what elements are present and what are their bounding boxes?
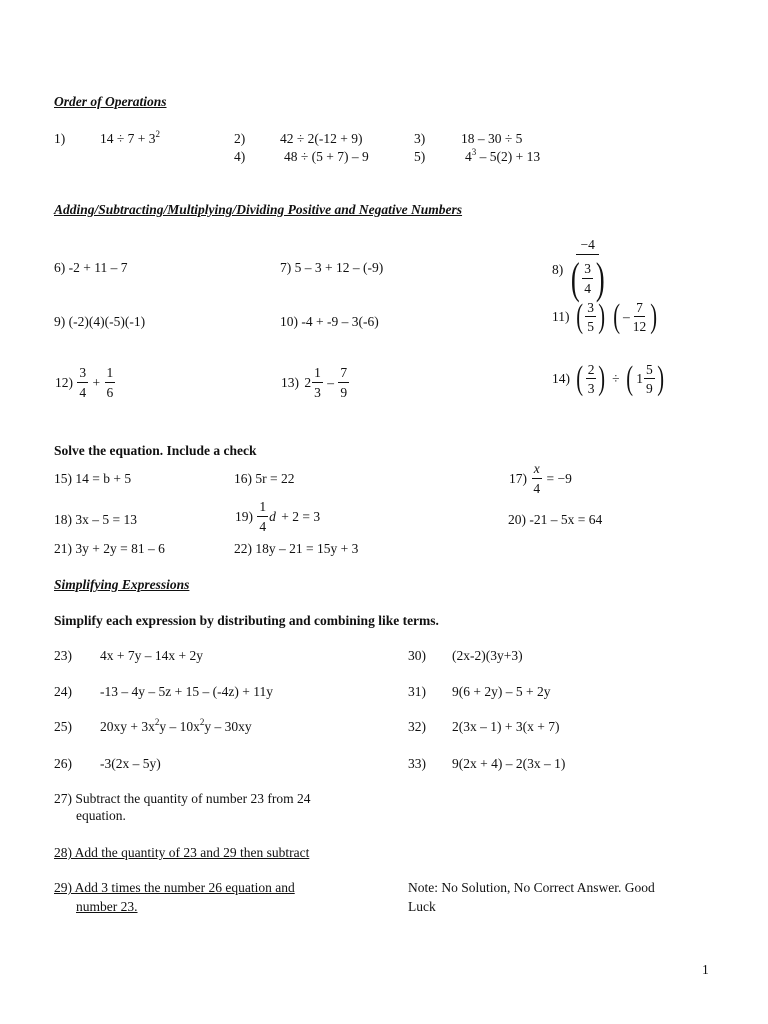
problem-12-label: 12)	[55, 374, 73, 390]
problem-17-label: 17)	[509, 470, 527, 486]
problem-1-expression: $14 \div 7 + 3^2$	[100, 129, 161, 146]
right-paren: )	[595, 253, 605, 303]
problem-28: 28) Add the quantity of 23 and 29 then subtract	[54, 845, 310, 860]
problem-32-number: 32)	[408, 719, 426, 734]
problem-13-label: 13)	[281, 374, 299, 390]
problem-31-expression: 9(6 + 2y) – 5 + 2y	[452, 684, 551, 699]
problem-22: 22) 18y – 21 = 15y + 3	[234, 541, 359, 556]
problem-19: 19) $\frac{1}{4}$ d + 2 = 3	[235, 499, 321, 534]
problem-33-expression: 9(2x + 4) – 2(3x – 1)	[452, 756, 566, 771]
left-paren: (	[570, 253, 580, 303]
problem-31-number: 31)	[408, 684, 426, 699]
problem-32-expression: 2(3x – 1) + 3(x + 7)	[452, 719, 560, 734]
simplify-instruction: Simplify each expression by distributing and combining like terms.	[54, 613, 439, 628]
problem-23-expression: 4x + 7y – 14x + 2y	[100, 648, 203, 663]
problem-14-fraction-a: $\frac{2}{3}$	[587, 361, 595, 396]
problem-14-fraction-b: $\frac{5}{9}$	[646, 361, 653, 396]
problem-20: 20) -21 – 5x = 64	[508, 512, 603, 527]
problem-23-number: 23)	[54, 648, 72, 663]
problem-13: 13) 2 $\frac{1}{3}$ – $\frac{7}{9}$	[281, 365, 348, 400]
problem-11: 11) ( $\frac{3}{5}$ ) ( – $\frac{7}{12}$ )	[552, 298, 658, 335]
problem-21: 21) 3y + 2y = 81 – 6	[54, 541, 165, 556]
problem-3-expression: 18 – 30 ÷ 5	[461, 131, 523, 146]
problem-7: 7) 5 – 3 + 12 – (-9)	[280, 260, 384, 275]
problem-4-expression: 48 ÷ (5 + 7) – 9	[284, 149, 369, 164]
problem-12-fraction-a: $\frac{3}{4}$	[79, 365, 87, 400]
simplifying-expressions-heading: Simplifying Expressions	[54, 577, 190, 592]
problem-19-fraction: $\frac{1}{4}$	[259, 499, 267, 534]
problem-30-expression: (2x-2)(3y+3)	[452, 648, 523, 663]
problem-30-number: 30)	[408, 648, 426, 663]
problem-24-number: 24)	[54, 684, 72, 699]
problem-2-number: 2)	[234, 131, 246, 146]
problem-29-line-1: 29) Add 3 times the number 26 equation and	[54, 880, 295, 895]
problem-3-number: 3)	[414, 131, 426, 146]
problem-24-expression: -13 – 4y – 5z + 15 – (-4z) + 11y	[100, 684, 273, 699]
note-line-1: Note: No Solution, No Correct Answer. Good	[408, 880, 655, 895]
problem-2-expression: 42 ÷ 2(-12 + 9)	[280, 131, 363, 146]
signed-numbers-heading: Adding/Subtracting/Multiplying/Dividing Positive and Negative Numbers	[54, 202, 463, 217]
note-line-2: Luck	[408, 899, 436, 914]
problem-4-number: 4)	[234, 149, 246, 164]
problem-9: 9) (-2)(4)(-5)(-1)	[54, 314, 146, 329]
problem-27-line-1: 27) Subtract the quantity of number 23 from 24	[54, 791, 311, 806]
problem-26-number: 26)	[54, 756, 72, 771]
solve-equation-heading: Solve the equation. Include a check	[54, 443, 257, 458]
page-number: 1	[702, 962, 709, 977]
problem-8-label: 8)	[552, 261, 564, 277]
problem-8-complex-fraction: −4 ( $\frac{3}{4}$ )	[570, 237, 605, 303]
problem-1-number: 1)	[54, 131, 66, 146]
problem-11-fraction-a: $\frac{3}{5}$	[587, 299, 594, 334]
problem-11-fraction-b: $\frac{7}{12}$	[632, 299, 647, 334]
problem-5-expression: $4^3 - 5(2) + 13$	[465, 147, 541, 164]
problem-8	[551, 238, 608, 301]
order-of-operations-heading: Order of Operations	[54, 94, 167, 109]
problem-14-label: 14)	[552, 371, 570, 387]
problem-29-line-2: number 23.	[76, 899, 138, 914]
problem-25-expression: $20xy + 3x^2y - 10x^2y - 30xy$	[100, 717, 252, 734]
problem-26-expression: -3(2x – 5y)	[100, 756, 161, 771]
problem-5-number: 5)	[414, 149, 426, 164]
problem-6: 6) -2 + 11 – 7	[54, 260, 128, 275]
problem-19-label: 19)	[235, 508, 253, 524]
problem-12: 12) $\frac{3}{4}$ + $\frac{1}{6}$	[55, 365, 114, 400]
problem-12-fraction-b: $\frac{1}{6}$	[106, 365, 114, 400]
problem-18: 18) 3x – 5 = 13	[54, 512, 137, 527]
problem-15: 15) 14 = b + 5	[54, 471, 132, 486]
problem-17: 17) $\frac{x}{4}$ = −9	[509, 461, 572, 496]
problem-17-fraction: $\frac{x}{4}$	[533, 461, 541, 496]
problem-13-fraction-a: $\frac{1}{3}$	[314, 365, 321, 400]
problem-16: 16) 5r = 22	[234, 471, 295, 486]
problem-27-line-2: equation.	[76, 808, 126, 823]
problem-33-number: 33)	[408, 756, 426, 771]
problem-11-label: 11)	[552, 309, 570, 325]
problem-8-inner-fraction: $\frac{3}{4}$	[584, 261, 592, 296]
problem-25-number: 25)	[54, 719, 72, 734]
problem-14: 14) ( $\frac{2}{3}$ ) ÷ ( 1 $\frac{5}{9}$ )	[552, 360, 664, 397]
problem-13-fraction-b: $\frac{7}{9}$	[340, 365, 348, 400]
problem-10: 10) -4 + -9 – 3(-6)	[280, 314, 379, 329]
